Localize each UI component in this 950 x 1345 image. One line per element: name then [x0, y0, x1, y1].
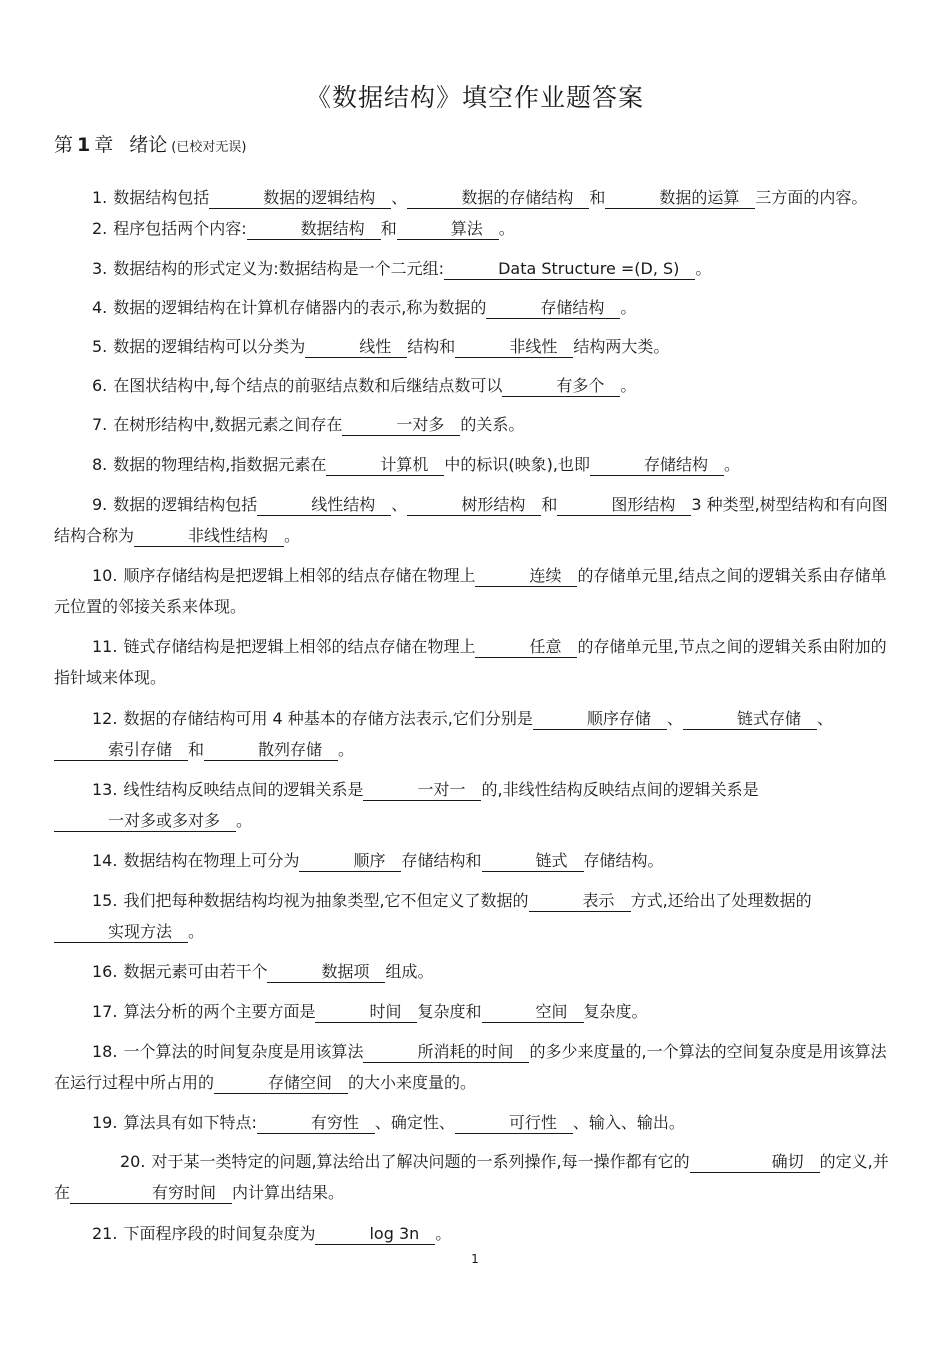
answer-blank: 计算机	[326, 455, 444, 476]
question-number: 20.	[120, 1152, 146, 1171]
answer-blank: 数据的运算	[605, 188, 755, 209]
question-text: 数据的存储结构可用 4 种基本的存储方法表示,它们分别是	[123, 709, 533, 728]
question-text: 算法具有如下特点:	[123, 1113, 257, 1132]
question-text: 、输入、输出。	[572, 1113, 685, 1132]
question-text: 3 种类型,树型结构和有向图结构合称为	[54, 495, 888, 545]
question-text: 。	[188, 922, 205, 941]
chapter-title: 绪论	[129, 134, 168, 156]
answer-blank: 散列存储	[204, 740, 338, 761]
answer-blank: 存储空间	[214, 1073, 348, 1094]
question-text: 、	[816, 709, 833, 728]
question-text: 。	[284, 526, 301, 545]
question-20	[54, 1146, 896, 1208]
question-3	[54, 253, 896, 284]
question-number: 12.	[92, 709, 118, 728]
question-text: 数据的逻辑结构包括	[113, 495, 258, 514]
answer-blank: 一对多	[342, 415, 460, 436]
question-number: 16.	[92, 962, 118, 981]
question-text: 复杂度。	[583, 1002, 648, 1021]
answer-blank: 实现方法	[54, 922, 188, 943]
question-12	[54, 703, 896, 765]
answer-blank: 线性	[305, 337, 407, 358]
question-text: 组成。	[385, 962, 434, 981]
answer-blank: 顺序	[299, 851, 401, 872]
question-text: 结构和	[407, 337, 456, 356]
question-text: 数据的逻辑结构在计算机存储器内的表示,称为数据的	[113, 298, 487, 317]
question-number: 9.	[92, 495, 108, 514]
chapter-note: (已校对无误)	[171, 140, 247, 155]
question-text: 存储结构。	[583, 851, 664, 870]
question-15	[54, 885, 896, 947]
question-text: 。	[338, 740, 355, 759]
question-text: 数据元素可由若干个	[123, 962, 268, 981]
question-text: 数据结构包括	[113, 188, 210, 207]
question-4	[54, 292, 896, 323]
question-text: 。	[236, 811, 253, 830]
answer-blank: Data Structure =(D, S)	[444, 259, 695, 280]
chapter-number: 1	[77, 134, 91, 156]
question-text: 和	[188, 740, 205, 759]
answer-blank: 图形结构	[557, 495, 691, 516]
question-text: 数据的物理结构,指数据元素在	[113, 455, 327, 474]
question-text: 和	[380, 219, 397, 238]
question-21	[54, 1218, 896, 1249]
question-number: 18.	[92, 1042, 118, 1061]
question-text: 我们把每种数据结构均视为抽象类型,它不但定义了数据的	[123, 891, 529, 910]
question-9	[54, 489, 896, 551]
answer-blank: 数据的逻辑结构	[209, 188, 391, 209]
question-text: 数据结构在物理上可分为	[123, 851, 300, 870]
question-text: 。	[498, 219, 515, 238]
question-text: 。	[435, 1224, 452, 1243]
answer-blank: 表示	[529, 891, 631, 912]
question-number: 14.	[92, 851, 118, 870]
question-text: 的大小来度量的。	[348, 1073, 477, 1092]
question-text: 的存储单元里,结点之间的逻辑关系由存储单元位置的邻接关系来体现。	[54, 566, 887, 616]
question-7	[54, 409, 896, 440]
answer-blank: 数据的存储结构	[407, 188, 589, 209]
question-text: 对于某一类特定的问题,算法给出了解决问题的一系列操作,每一操作都有它的	[151, 1152, 690, 1171]
question-text: 。	[620, 376, 637, 395]
answer-blank: 有穷时间	[70, 1183, 232, 1204]
chapter-heading	[54, 130, 246, 157]
question-text: 。	[620, 298, 637, 317]
question-text: 复杂度和	[417, 1002, 482, 1021]
question-text: 下面程序段的时间复杂度为	[123, 1224, 316, 1243]
question-number: 21.	[92, 1224, 118, 1243]
chapter-prefix: 第	[54, 134, 74, 156]
question-text: 在树形结构中,数据元素之间存在	[113, 415, 343, 434]
question-11	[54, 631, 896, 693]
question-number: 7.	[92, 415, 108, 434]
answer-blank: 非线性	[455, 337, 573, 358]
answer-blank: 线性结构	[257, 495, 391, 516]
question-number: 6.	[92, 376, 108, 395]
question-text: 、确定性、	[374, 1113, 455, 1132]
question-number: 10.	[92, 566, 118, 585]
question-number: 3.	[92, 259, 108, 278]
question-text: 的,非线性结构反映结点间的逻辑关系是	[481, 780, 759, 799]
question-text: 、	[391, 188, 408, 207]
question-number: 15.	[92, 891, 118, 910]
question-text: 算法分析的两个主要方面是	[123, 1002, 316, 1021]
answer-blank: 连续	[475, 566, 577, 587]
question-5	[54, 331, 896, 362]
question-text: 方式,还给出了处理数据的	[630, 891, 812, 910]
question-16	[54, 956, 896, 987]
question-18	[54, 1036, 896, 1098]
question-text: 和	[541, 495, 558, 514]
question-text: 程序包括两个内容:	[113, 219, 247, 238]
answer-blank: 确切	[690, 1152, 820, 1173]
question-text: 顺序存储结构是把逻辑上相邻的结点存储在物理上	[123, 566, 476, 585]
question-number: 2.	[92, 219, 108, 238]
question-text: 的多少来度量的,一个算法的空间复杂度是用该算法在运行过程中所占用的	[54, 1042, 887, 1092]
answer-blank: 数据项	[267, 962, 385, 983]
question-number: 1.	[92, 188, 108, 207]
question-text: 结构两大类。	[573, 337, 670, 356]
question-text: 数据的逻辑结构可以分类为	[113, 337, 306, 356]
question-number: 19.	[92, 1113, 118, 1132]
question-text: 、	[391, 495, 408, 514]
answer-blank: 索引存储	[54, 740, 188, 761]
answer-blank: 所消耗的时间	[363, 1042, 529, 1063]
question-text: 数据结构的形式定义为:数据结构是一个二元组:	[113, 259, 445, 278]
answer-blank: 非线性结构	[134, 526, 284, 547]
question-2	[54, 213, 896, 244]
question-text: 一个算法的时间复杂度是用该算法	[123, 1042, 364, 1061]
answer-blank: 一对一	[363, 780, 481, 801]
chapter-suffix: 章	[94, 134, 114, 156]
question-text: 存储结构和	[401, 851, 482, 870]
document-title: 《数据结构》填空作业题答案	[305, 83, 644, 112]
question-8	[54, 449, 896, 480]
page-number: 1	[471, 1252, 479, 1266]
question-text: 的存储单元里,节点之间的逻辑关系由附加的指针域来体现。	[54, 637, 887, 687]
question-1	[54, 182, 896, 213]
answer-blank: log 3n	[315, 1224, 435, 1245]
question-text: 中的标识(映象),也即	[444, 455, 590, 474]
answer-blank: 存储结构	[590, 455, 724, 476]
question-text: 的定义,并在	[54, 1152, 889, 1202]
answer-blank: 有穷性	[257, 1113, 375, 1134]
answer-blank: 时间	[315, 1002, 417, 1023]
question-10	[54, 560, 896, 622]
answer-blank: 空间	[482, 1002, 584, 1023]
question-number: 11.	[92, 637, 118, 656]
answer-blank: 数据结构	[247, 219, 381, 240]
answer-blank: 存储结构	[486, 298, 620, 319]
question-text: 线性结构反映结点间的逻辑关系是	[123, 780, 364, 799]
question-17	[54, 996, 896, 1027]
answer-blank: 算法	[397, 219, 499, 240]
question-number: 8.	[92, 455, 108, 474]
question-14	[54, 845, 896, 876]
question-text: 在图状结构中,每个结点的前驱结点数和后继结点数可以	[113, 376, 503, 395]
answer-blank: 可行性	[455, 1113, 573, 1134]
question-text: 三方面的内容。	[755, 188, 868, 207]
question-6	[54, 370, 896, 401]
answer-blank: 树形结构	[407, 495, 541, 516]
question-text: 链式存储结构是把逻辑上相邻的结点存储在物理上	[123, 637, 476, 656]
question-13	[54, 774, 896, 836]
answer-blank: 任意	[475, 637, 577, 658]
answer-blank: 链式存储	[683, 709, 817, 730]
question-number: 5.	[92, 337, 108, 356]
question-text: 。	[695, 259, 712, 278]
answer-blank: 有多个	[502, 376, 620, 397]
question-text: 的关系。	[460, 415, 525, 434]
question-text: 和	[589, 188, 606, 207]
question-19	[54, 1107, 896, 1138]
question-number: 13.	[92, 780, 118, 799]
answer-blank: 一对多或多对多	[54, 811, 236, 832]
answer-blank: 顺序存储	[533, 709, 667, 730]
question-text: 。	[723, 455, 740, 474]
question-text: 内计算出结果。	[232, 1183, 345, 1202]
question-number: 4.	[92, 298, 108, 317]
question-number: 17.	[92, 1002, 118, 1021]
question-text: 、	[666, 709, 683, 728]
answer-blank: 链式	[482, 851, 584, 872]
